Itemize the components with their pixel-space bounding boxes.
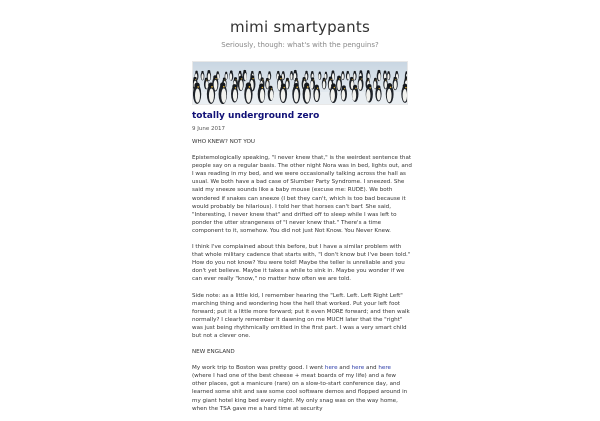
paragraph-1: Epistemologically speaking, "I never knew that," is the weirdest sentence that people say on a regular basis. The other night Nora was in bed, lights out, and I was reading in my bed, and we were occasionally talking across the hall as usual. We both have a bad case of Slumber Party Syndrome. I sneezed. She said my sneeze sounds like a baby mouse (excuse me: RUDE). We both wondered if snakes can sneeze (I bet they can't, which is too bad because it would probably be hilarious). I told her that horses can't barf. She said, "Interesting, I never knew that" and drifted off to sleep while I was left to ponder the utter strangeness of "I never knew that." There's a time component to it, somehow. You did not just Not Know. You Never Knew.: [192, 155, 412, 234]
post-body: [192, 138, 412, 421]
paragraph-4: [192, 364, 412, 413]
site-tagline: Seriously, though: what's with the penguins?: [221, 41, 379, 49]
penguin-colony-icon: [193, 62, 408, 105]
paragraph-4-text-end: (where I had one of the best cheese + meat boards of my life) and a few other places, got a manicure (rare) on a slow-to-start conference day, and learned some shit and saw some cool software demos and flopped around in my giant hotel king bed every night. My only snag was on the way home, when the TSA gave me a hard time at security: [192, 373, 408, 412]
penguin-banner-image: [192, 61, 408, 105]
section-heading-new-england: NEW ENGLAND: [192, 349, 235, 356]
paragraph-4-text-mid1: and: [337, 365, 352, 372]
link-here-2[interactable]: here: [351, 365, 365, 372]
paragraph-2: I think I've complained about this before, but I have a similar problem with that whole military cadence that starts with, "I don't know but I've been told." How do you not know? You were told! Maybe the teller is unreliable and you don't yet believe. Maybe it takes a while to sink in. Maybe you wonder if we can ever really "know," no matter how often we are told.: [192, 244, 411, 283]
post-date: 9 June 2017: [192, 126, 225, 132]
post-title-link[interactable]: totally underground zero: [192, 111, 320, 121]
site-title[interactable]: mimi smartypants: [230, 18, 370, 36]
link-here-1[interactable]: here: [324, 365, 338, 372]
paragraph-4-text-start: My work trip to Boston was pretty good. I went: [192, 365, 325, 372]
link-here-3[interactable]: here: [378, 365, 391, 372]
paragraph-3: Side note: as a little kid, I remember hearing the "Left. Left. Left Right Left" marching thing and wondering how the hell that worked. Put your left foot forward; put it a little more forward; put it even MORE forward; and then walk normally? I clearly remember it dawning on me MUCH later that the "right" was just being rhythmically omitted in the first part. I was a very smart child but not a clever one.: [192, 292, 410, 339]
paragraph-4-text-mid2: and: [364, 365, 379, 372]
section-heading-who-knew: WHO KNEW? NOT YOU: [192, 139, 255, 145]
